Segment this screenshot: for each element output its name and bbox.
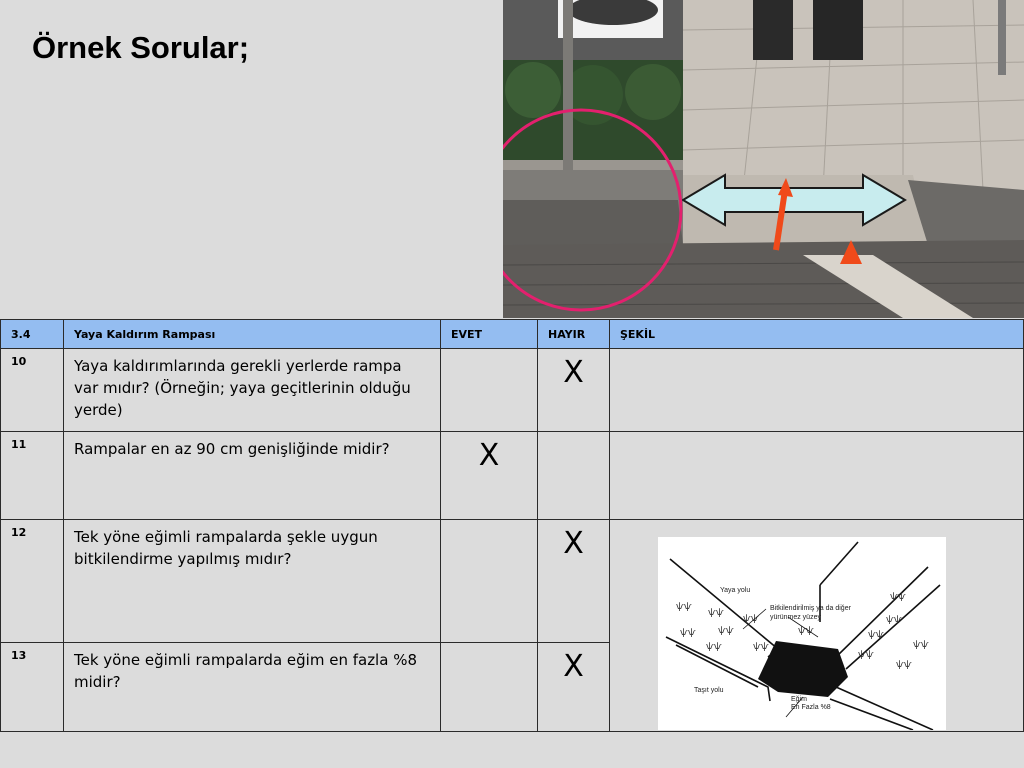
evet-cell[interactable] bbox=[441, 432, 538, 520]
table-row bbox=[1, 520, 1024, 643]
svg-text:ѱѱ: ѱѱ bbox=[886, 615, 902, 625]
table-row bbox=[1, 349, 1024, 432]
hayir-cell[interactable] bbox=[538, 432, 610, 520]
row-number: 11 bbox=[1, 432, 64, 520]
svg-text:ѱѱ: ѱѱ bbox=[890, 592, 906, 602]
svg-text:ѱѱ: ѱѱ bbox=[676, 602, 692, 612]
table-row bbox=[1, 432, 1024, 520]
evet-cell[interactable] bbox=[441, 520, 538, 643]
svg-text:ѱѱ: ѱѱ bbox=[680, 628, 696, 638]
hayir-cell[interactable] bbox=[538, 520, 610, 643]
row-question: Tek yöne eğimli rampalarda eğim en fazla %8 midir? bbox=[64, 643, 441, 732]
row-number: 12 bbox=[1, 520, 64, 643]
header-hayir: HAYIR bbox=[538, 320, 610, 349]
checklist-table bbox=[0, 319, 1024, 732]
evet-cell[interactable] bbox=[441, 643, 538, 732]
sekil-cell bbox=[610, 432, 1024, 520]
hayir-mark: X bbox=[563, 649, 584, 684]
row-number: 13 bbox=[1, 643, 64, 732]
header-topic: Yaya Kaldırım Rampası bbox=[64, 320, 441, 349]
svg-text:ѱѱ: ѱѱ bbox=[896, 660, 912, 670]
curb-ramp-photo bbox=[503, 0, 1024, 318]
row-question: Yaya kaldırımlarında gerekli yerlerde rampa var mıdır? (Örneğin; yaya geçitlerinin olduğu yerde) bbox=[64, 349, 441, 432]
table-header-row bbox=[1, 320, 1024, 349]
label-bitki-2: yürünmez yüzey bbox=[770, 614, 821, 621]
sekil-figure-cell bbox=[610, 520, 1024, 732]
hayir-mark: X bbox=[563, 526, 584, 561]
label-yaya-yolu: Yaya yolu bbox=[720, 587, 751, 594]
label-tasit-yolu: Taşıt yolu bbox=[694, 687, 724, 694]
label-egim-2: En Fazla %8 bbox=[791, 704, 831, 711]
label-bitki-1: Bitkilendirilmiş ya da diğer bbox=[770, 605, 851, 612]
svg-text:ѱѱ: ѱѱ bbox=[743, 614, 759, 624]
hayir-cell[interactable] bbox=[538, 643, 610, 732]
header-sekil: ŞEKİL bbox=[610, 320, 1024, 349]
sekil-cell bbox=[610, 349, 1024, 432]
svg-text:ѱѱ: ѱѱ bbox=[753, 642, 769, 652]
hayir-cell[interactable] bbox=[538, 349, 610, 432]
hayir-mark: X bbox=[563, 355, 584, 390]
svg-text:ѱѱ: ѱѱ bbox=[798, 626, 814, 636]
slide-title: Örnek Sorular; bbox=[32, 30, 250, 65]
row-number: 10 bbox=[1, 349, 64, 432]
row-question: Tek yöne eğimli rampalarda şekle uygun bitkilendirme yapılmış mıdır? bbox=[64, 520, 441, 643]
svg-text:ѱѱ: ѱѱ bbox=[913, 640, 929, 650]
evet-cell[interactable] bbox=[441, 349, 538, 432]
header-evet: EVET bbox=[441, 320, 538, 349]
svg-text:ѱѱ: ѱѱ bbox=[718, 626, 734, 636]
label-egim-1: Eğim bbox=[791, 696, 807, 703]
svg-text:ѱѱ: ѱѱ bbox=[706, 642, 722, 652]
ramp-diagram bbox=[658, 537, 946, 730]
svg-text:ѱѱ: ѱѱ bbox=[868, 630, 884, 640]
evet-mark: X bbox=[478, 438, 500, 473]
row-question: Rampalar en az 90 cm genişliğinde midir? bbox=[64, 432, 441, 520]
header-section: 3.4 bbox=[1, 320, 64, 349]
svg-text:ѱѱ: ѱѱ bbox=[858, 650, 874, 660]
svg-text:ѱѱ: ѱѱ bbox=[708, 608, 724, 618]
